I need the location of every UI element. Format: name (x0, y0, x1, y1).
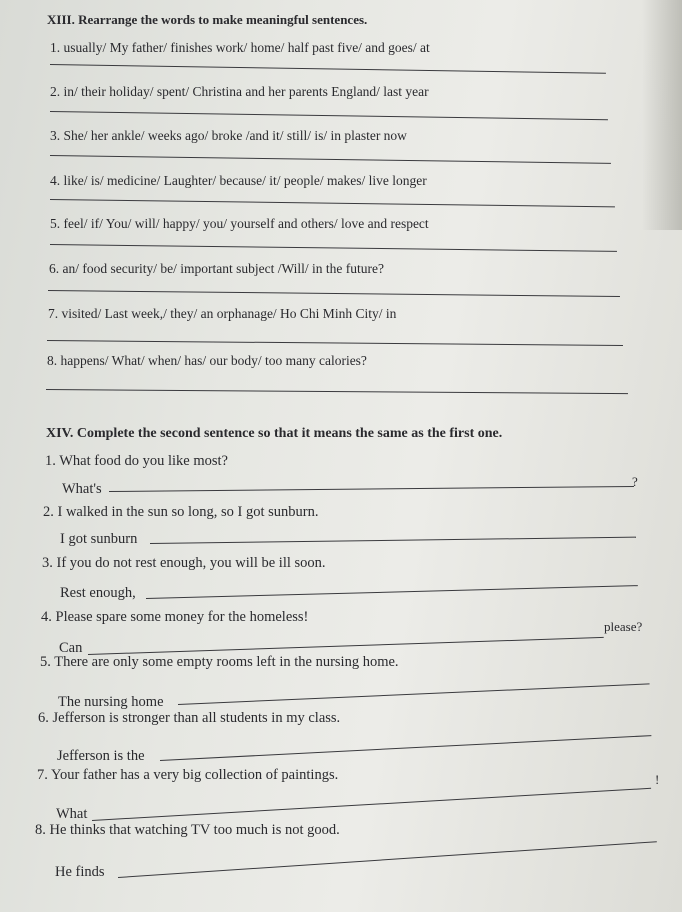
s14-start-4: Can (59, 640, 83, 656)
s13-answer-line-3[interactable] (50, 155, 611, 164)
s14-item-7: 7. Your father has a very big collection of paintings. (37, 767, 339, 783)
s14-start-6: Jefferson is the (57, 748, 145, 764)
s14-end-7: ! (655, 772, 660, 787)
s14-answer-line-8[interactable] (118, 841, 657, 878)
s14-item-6: 6. Jefferson is stronger than all students in my class. (38, 710, 341, 726)
s13-item-4: 4. like/ is/ medicine/ Laughter/ because/ it/ people/ makes/ live longer (50, 173, 427, 188)
s14-item-2: 2. I walked in the sun so long, so I got sunburn. (43, 504, 319, 520)
s14-answer-line-5[interactable] (178, 683, 650, 705)
s14-start-5: The nursing home (58, 694, 164, 710)
s14-start-3: Rest enough, (60, 585, 136, 601)
s14-item-8: 8. He thinks that watching TV too much is not good. (35, 822, 340, 838)
s13-item-8: 8. happens/ What/ when/ has/ our body/ too many calories? (47, 353, 367, 368)
s13-answer-line-4[interactable] (50, 199, 615, 207)
s14-item-1: 1. What food do you like most? (45, 453, 228, 469)
s14-answer-line-4[interactable] (88, 637, 604, 655)
s13-item-2: 2. in/ their holiday/ spent/ Christina and her parents England/ last year (50, 84, 429, 99)
s14-start-1: What's (62, 481, 102, 497)
s14-answer-line-1[interactable] (109, 486, 634, 492)
s14-answer-line-3[interactable] (146, 585, 638, 599)
s13-answer-line-5[interactable] (50, 244, 617, 252)
s14-answer-line-6[interactable] (160, 735, 651, 761)
s14-start-8: He finds (55, 864, 105, 880)
s13-item-5: 5. feel/ if/ You/ will/ happy/ you/ yourself and others/ love and respect (50, 216, 429, 231)
s14-start-7: What (56, 806, 88, 822)
section-14-title: XIV. Complete the second sentence so that it means the same as the first one. (46, 426, 503, 441)
section-13-title: XIII. Rearrange the words to make meaningful sentences. (47, 12, 368, 27)
s13-answer-line-2[interactable] (50, 111, 608, 120)
s14-answer-line-7[interactable] (92, 788, 651, 821)
s13-item-7: 7. visited/ Last week,/ they/ an orphanage/ Ho Chi Minh City/ in (48, 306, 397, 321)
s14-item-4: 4. Please spare some money for the homeless! (41, 609, 309, 625)
s14-item-5: 5. There are only some empty rooms left in the nursing home. (40, 654, 399, 670)
s13-answer-line-1[interactable] (50, 64, 606, 74)
s13-answer-line-8[interactable] (46, 389, 628, 394)
s13-item-3: 3. She/ her ankle/ weeks ago/ broke /and it/ still/ is/ in plaster now (50, 128, 407, 143)
s13-answer-line-7[interactable] (47, 340, 623, 346)
s14-item-3: 3. If you do not rest enough, you will be ill soon. (42, 555, 326, 571)
s14-end-4: please? (604, 619, 643, 634)
page-edge-shadow (642, 0, 682, 230)
s14-end-1: ? (632, 474, 638, 489)
s14-answer-line-2[interactable] (150, 537, 636, 544)
s14-start-2: I got sunburn (60, 531, 138, 547)
s13-item-1: 1. usually/ My father/ finishes work/ home/ half past five/ and goes/ at (50, 40, 430, 55)
s13-item-6: 6. an/ food security/ be/ important subject /Will/ in the future? (49, 261, 384, 276)
s13-answer-line-6[interactable] (48, 290, 620, 297)
